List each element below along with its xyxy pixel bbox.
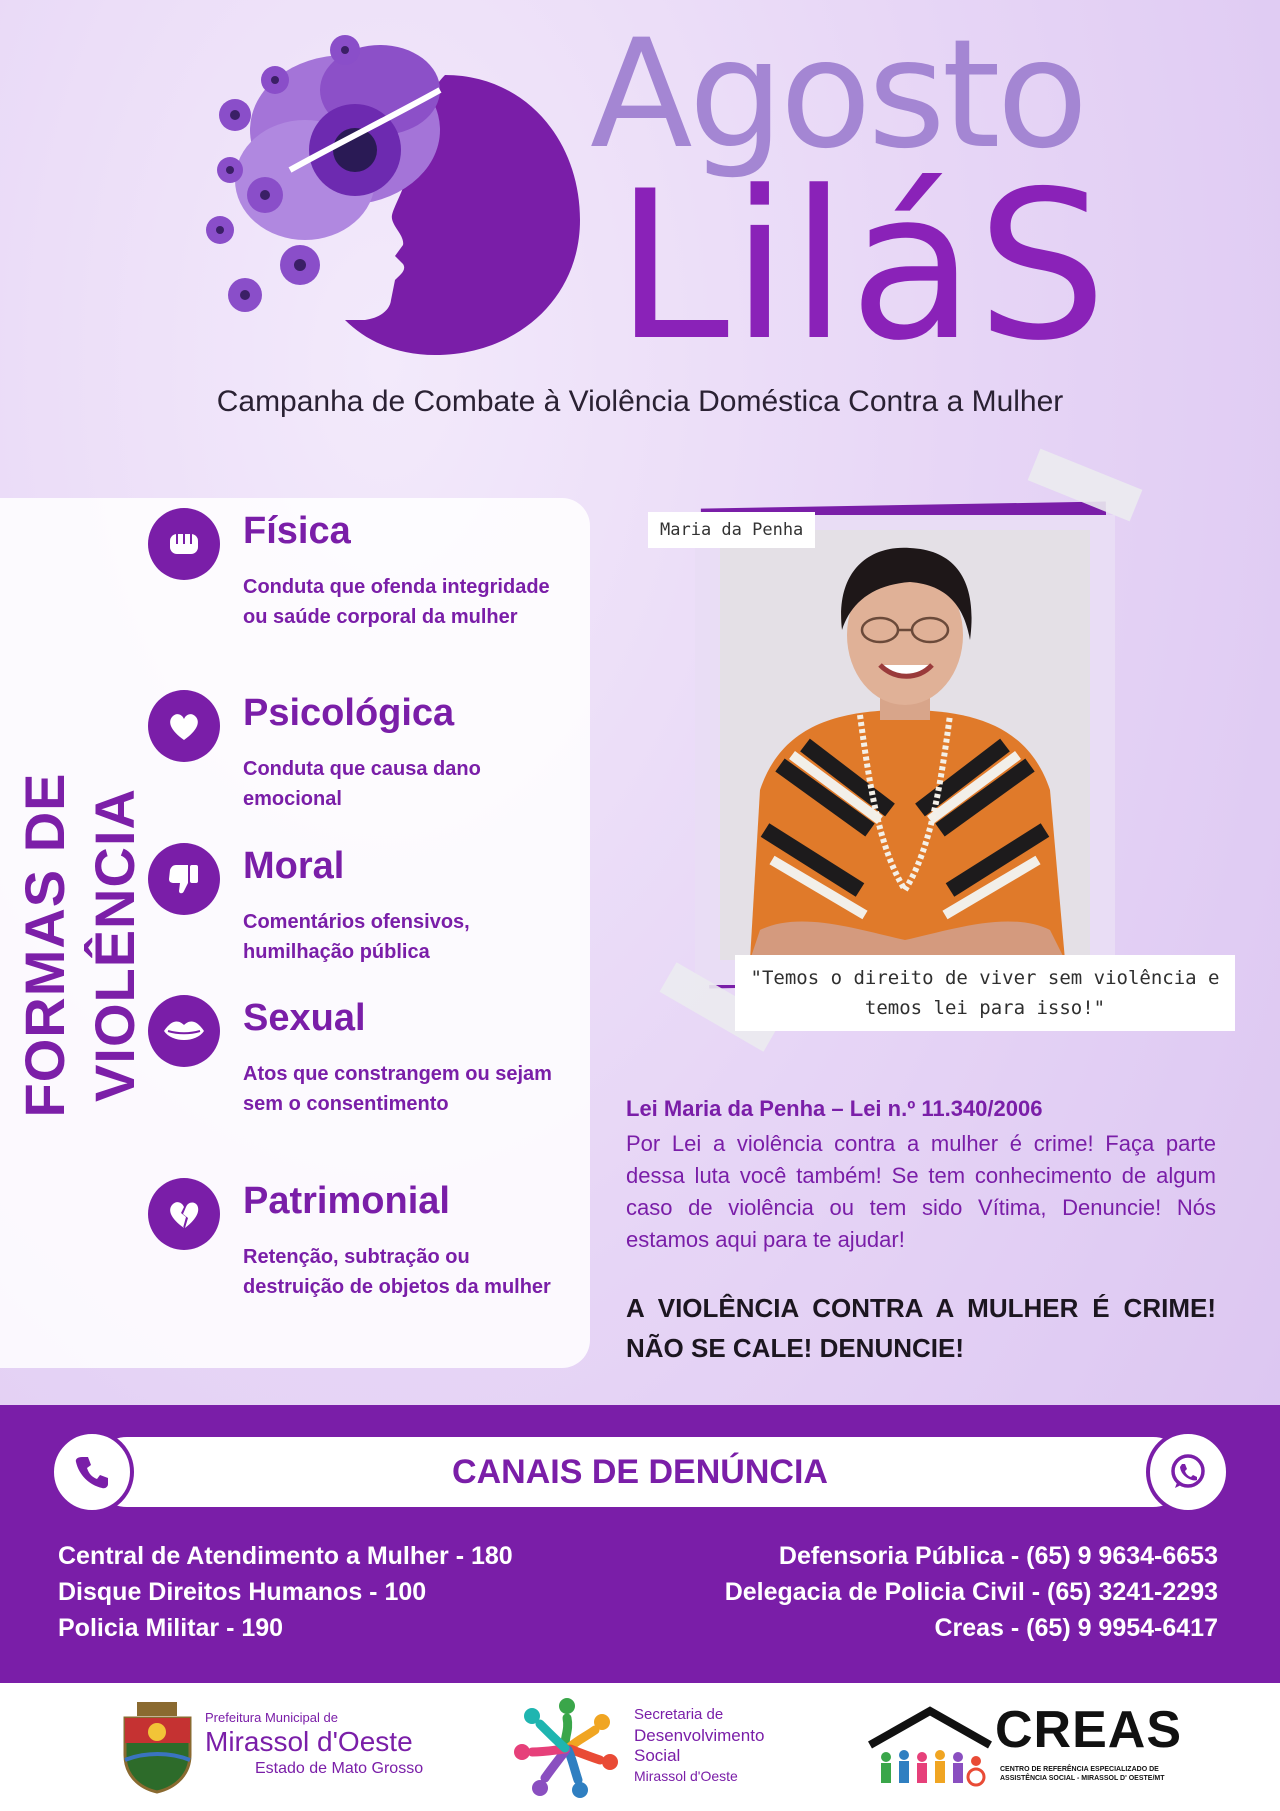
creas-subtitle-2: ASSISTÊNCIA SOCIAL - MIRASSOL D' OESTE/MT [1000, 1775, 1165, 1782]
law-title: Lei Maria da Penha – Lei n.º 11.340/2006 [626, 1096, 1043, 1121]
heart-icon [148, 690, 220, 762]
law-call-to-action: A VIOLÊNCIA CONTRA A MULHER É CRIME! NÃO SE CALE! DENUNCIE! [626, 1293, 1216, 1363]
social-development-logo [510, 1692, 625, 1804]
creas-subtitle-1: CENTRO DE REFERÊNCIA ESPECIALIZADO DE [1000, 1766, 1159, 1773]
contact-defensoria: Defensoria Pública - (65) 9 9634-6653 [778, 1542, 1218, 1570]
type-description: Conduta que causa dano emocional [243, 758, 481, 810]
campaign-subtitle: Campanha de Combate à Violência Doméstica Contra a Mulher [216, 385, 1064, 418]
contact-delegacia: Delegacia de Policia Civil - (65) 3241-2293 [724, 1578, 1218, 1606]
municipal-coat-of-arms [115, 1700, 200, 1795]
secretaria-line4: Mirassol d'Oeste [634, 1768, 738, 1784]
prefeitura-label: Prefeitura Municipal de [205, 1710, 338, 1725]
phone-icon [50, 1430, 134, 1514]
title-lilas: LiláS [615, 148, 1109, 386]
type-description: Conduta que ofenda integridade ou saúde corporal da mulher [243, 576, 550, 628]
secretaria-line2: Desenvolvimento [634, 1726, 765, 1745]
type-title: Sexual [243, 997, 366, 1039]
photo-label: Maria da Penha [648, 512, 815, 548]
type-title: Psicológica [243, 692, 455, 734]
title-agosto: Agosto [590, 8, 1085, 182]
type-description: Comentários ofensivos, humilhação pública [243, 911, 470, 963]
state-name: Estado de Mato Grosso [255, 1760, 424, 1777]
broken-heart-icon [148, 1178, 220, 1250]
secretaria-line3: Social [634, 1746, 681, 1765]
type-description: Retenção, subtração ou destruição de objetos da mulher [243, 1246, 551, 1298]
forms-heading: FORMAS DE VIOLÊNCIA [13, 772, 146, 1118]
type-description: Atos que constrangem ou sejam sem o consentimento [243, 1063, 552, 1115]
contacts-right [725, 1538, 1218, 1646]
contact-central: Central de Atendimento a Mulher - 180 [58, 1542, 513, 1570]
municipality-name: Mirassol d'Oeste [205, 1726, 413, 1757]
contacts-left [58, 1538, 513, 1646]
secretaria-line1: Secretaria de [634, 1706, 724, 1723]
fist-icon [148, 508, 220, 580]
channels-title: CANAIS DE DENÚNCIA [452, 1453, 828, 1491]
maria-da-penha-photo [720, 530, 1090, 960]
contact-creas: Creas - (65) 9 9954-6417 [934, 1614, 1218, 1642]
lips-icon [148, 995, 220, 1067]
thumbs-down-icon [148, 843, 220, 915]
law-text: Por Lei a violência contra a mulher é crime! Faça parte dessa luta você também! Se tem conhecimento de algum caso de violência ou tem sido Vítima, Denuncie! Nós estamos aqui para te ajudar! [626, 1131, 1216, 1252]
type-title: Física [243, 510, 351, 552]
contact-direitos-humanos: Disque Direitos Humanos - 100 [58, 1578, 427, 1606]
photo-quote: "Temos o direito de viver sem violência e temos lei para isso!" [735, 955, 1235, 1031]
whatsapp-icon [1146, 1430, 1230, 1514]
campaign-logo-art [195, 20, 595, 360]
creas-house-icon [866, 1705, 994, 1790]
contact-policia-militar: Policia Militar - 190 [58, 1614, 284, 1642]
type-title: Moral [243, 845, 345, 887]
type-title: Patrimonial [243, 1180, 450, 1222]
creas-title: CREAS [995, 1701, 1183, 1759]
